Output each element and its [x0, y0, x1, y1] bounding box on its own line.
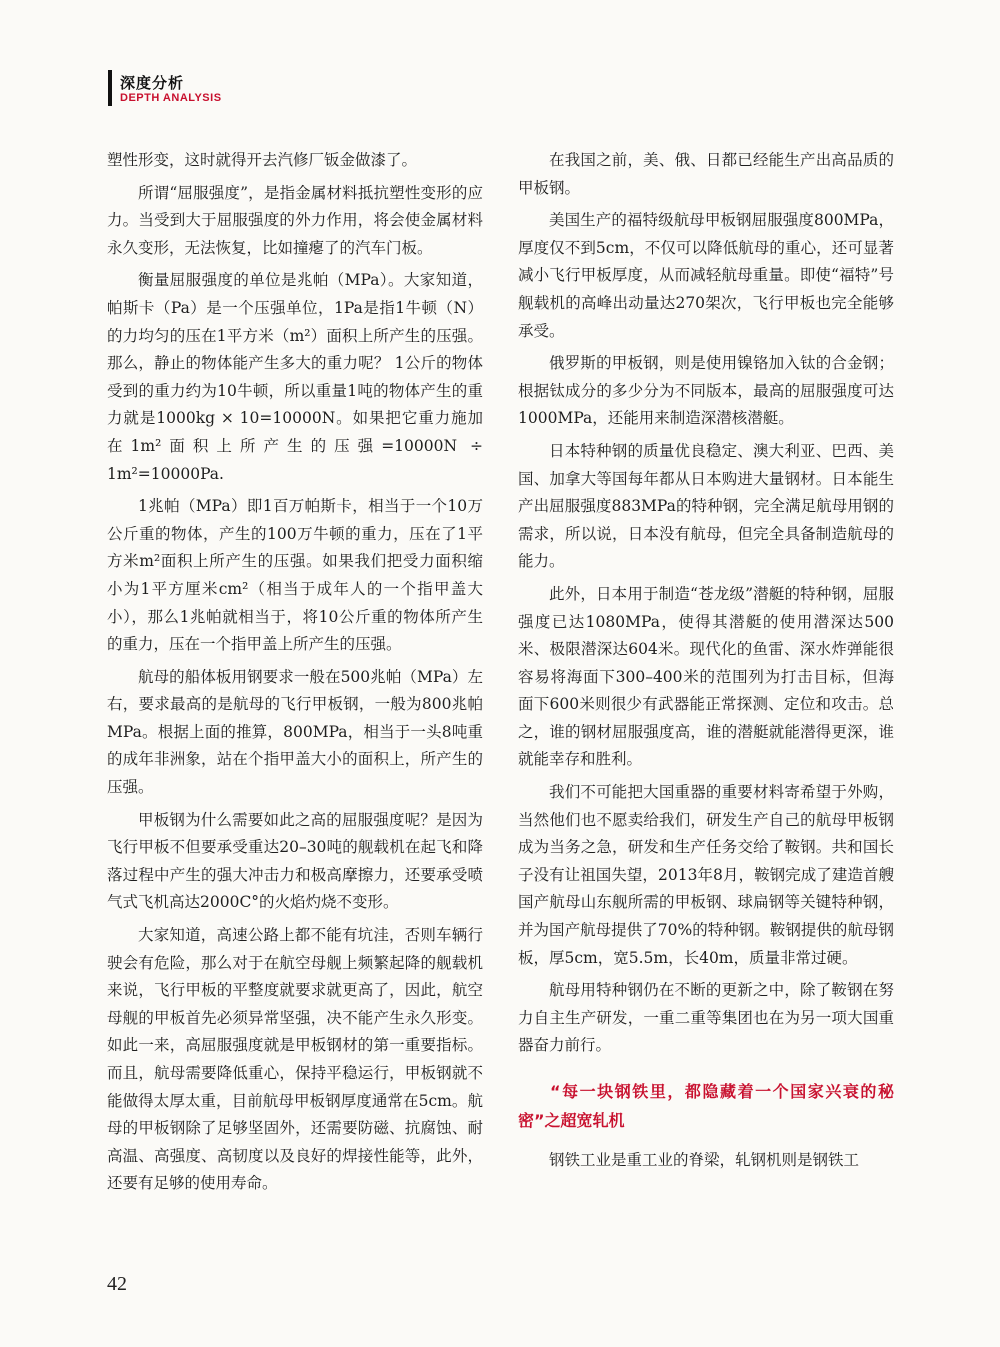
paragraph: 日本特种钢的质量优良稳定、澳大利亚、巴西、美国、加拿大等国每年都从日本购进大量钢材。日本能生产出屈服强度883MPa的特种钢，完全满足航母用钢的需求，所以说，日本没有航母，但完全具备制造航母的能力。: [518, 441, 894, 571]
header-bar: [108, 70, 112, 106]
paragraph: 甲板钢为什么需要如此之高的屈服强度呢？是因为飞行甲板不但要承受重达20–30吨的舰载机在起飞和降落过程中产生的强大冲击力和极高摩擦力，还要承受喷气式飞机高达2000C°的火焰灼烧不变形。: [107, 810, 483, 912]
paragraph: 我们不可能把大国重器的重要材料寄希望于外购，当然他们也不愿卖给我们，研发生产自己的航母甲板钢成为当务之急，研发和生产任务交给了鞍钢。共和国长子没有让祖国失望，2013年8月，鞍钢完成了建造首艘国产航母山东舰所需的甲板钢、球扁钢等关键特种钢，并为国产航母提供了70%的特种钢。鞍钢提供的航母钢板，厚5cm，宽5.5m，长40m，质量非常过硬。: [518, 783, 894, 967]
paragraph: 所谓“屈服强度”，是指金属材料抵抗塑性变形的应力。当受到大于屈服强度的外力作用，将会使金属材料永久变形，无法恢复，比如撞瘪了的汽车门板。: [107, 183, 483, 257]
section-title: 深度分析: [120, 74, 185, 92]
paragraph: 俄罗斯的甲板钢，则是使用镍铬加入钛的合金钢；根据钛成分的多少分为不同版本，最高的屈服强度可达1000MPa，还能用来制造深潜核潜艇。: [518, 354, 894, 428]
paragraph: 航母的船体板用钢要求一般在500兆帕（MPa）左右，要求最高的是航母的飞行甲板钢，一般为800兆帕MPa。根据上面的推算，800MPa，相当于一头8吨重的成年非洲象，站在个指甲盖大小的面积上，所产生的压强。: [107, 667, 483, 797]
paragraph: 塑性形变，这时就得开去汽修厂钣金做漆了。: [107, 151, 418, 169]
paragraph: 此外，日本用于制造“苍龙级”潜艇的特种钢，屈服强度已达1080MPa，使得其潜艇的使用潜深达500米、极限潜深达604米。现代化的鱼雷、深水炸弹能很容易将海面下300–400米的范围列为打击目标，但海面下600米则很少有武器能正常探测、定位和攻击。总之，谁的钢材屈服强度高，谁的潜艇就能潜得更深，谁就能幸存和胜利。: [518, 584, 894, 769]
right-column: [518, 147, 894, 1180]
left-column: [107, 147, 483, 1203]
subheading: “每一块钢铁里，都隐藏着一个国家兴衰的秘密”之超宽轧机: [518, 1082, 894, 1130]
paragraph: 美国生产的福特级航母甲板钢屈服强度800MPa，厚度仅不到5cm，不仅可以降低航母的重心，还可显著减小飞行甲板厚度，从而减轻航母重量。即使“福特”号舰载机的高峰出动量达270架次，飞行甲板也完全能够承受。: [518, 211, 894, 340]
paragraph: 衡量屈服强度的单位是兆帕（MPa）。大家知道，帕斯卡（Pa）是一个压强单位，1Pa是指1牛顿（N）的力均匀的压在1平方米（m²）面积上所产生的压强。那么，静止的物体能产生多大的重力呢？ 1公斤的物体受到的重力约为10牛顿，所以重量1吨的物体产生的重力就是1000kg × 10=10000N。如果把它重力施加在1m²面积上所产生的压强=10000N ÷ 1m²=10000Pa.: [107, 271, 483, 483]
page-number: 42: [107, 1273, 127, 1295]
paragraph: 航母用特种钢仍在不断的更新之中，除了鞍钢在努力自主生产研发，一重二重等集团也在为另一项大国重器奋力前行。: [518, 981, 894, 1055]
paragraph: 1兆帕（MPa）即1百万帕斯卡，相当于一个10万公斤重的物体，产生的100万牛顿的重力，压在了1平方米m²面积上所产生的压强。如果我们把受力面积缩小为1平方厘米cm²（相当于成年人的一个指甲盖大小），那么1兆帕就相当于，将10公斤重的物体所产生的重力，压在一个指甲盖上所产生的压强。: [107, 497, 483, 654]
paragraph: 大家知道，高速公路上都不能有坑洼，否则车辆行驶会有危险，那么对于在航空母舰上频繁起降的舰载机来说，飞行甲板的平整度就要求就更高了，因此，航空母舰的甲板首先必须异常坚强，决不能产生永久形变。如此一来，高屈服强度就是甲板钢材的第一重要指标。而且，航母需要降低重心，保持平稳运行，甲板钢就不能做得太厚太重，目前航母甲板钢厚度通常在5cm。航母的甲板钢除了足够坚固外，还需要防磁、抗腐蚀、耐高温、高强度、高韧度以及良好的焊接性能等，此外，还要有足够的使用寿命。: [107, 926, 483, 1193]
paragraph: 在我国之前，美、俄、日都已经能生产出高品质的甲板钢。: [518, 151, 894, 197]
paragraph: 钢铁工业是重工业的脊梁，轧钢机则是钢铁工: [549, 1151, 860, 1169]
section-subtitle: DEPTH ANALYSIS: [120, 92, 222, 104]
